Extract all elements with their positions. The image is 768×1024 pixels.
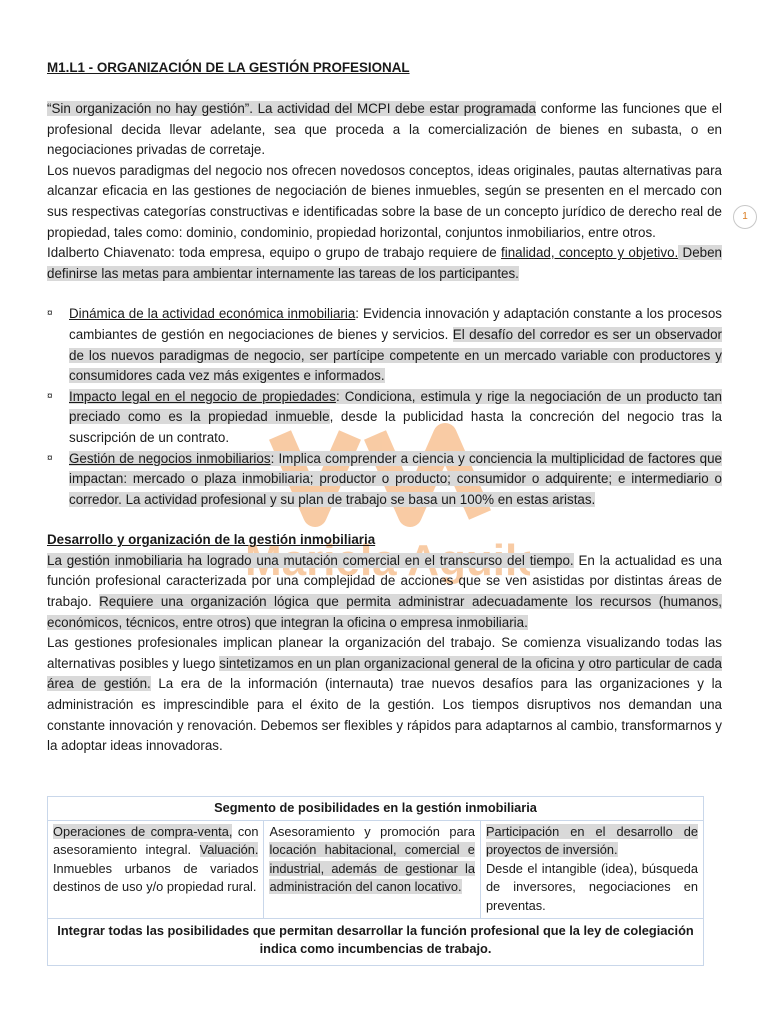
- bullet-list: [47, 304, 722, 510]
- table-cell-sales: [48, 820, 264, 918]
- table-row: [48, 820, 704, 918]
- bullet-mark: ¤: [47, 452, 53, 464]
- table-header: Segmento de posibilidades en la gestión inmobiliaria: [48, 797, 704, 821]
- cell-text: con asesoramiento integral.: [53, 823, 259, 858]
- cell-highlight: Participación en el desarrollo de proyectos de inversión.: [485, 823, 698, 858]
- section-highlight: La gestión inmobiliaria ha logrado una mutación comercial en el transcurso del tiempo.: [47, 552, 574, 568]
- section-highlight: Requiere una organización lógica que permita administrar adecuadamente los recursos (humanos, económicos, técnicos, entre otros) que integran la oficina o empresa inmobiliaria.: [47, 594, 723, 630]
- document-body: [47, 58, 722, 757]
- section-title: Desarrollo y organización de la gestión inmobiliaria: [47, 532, 376, 548]
- bullet-mark: ¤: [47, 308, 53, 320]
- bullet-highlight: : Condiciona, estimula y rige la negociación de un producto tan preciado como es la propiedad inmueble: [69, 388, 723, 425]
- document-title: M1.L1 - ORGANIZACIÓN DE LA GESTIÓN PROFESIONAL: [47, 60, 410, 75]
- bullet-highlight: : Implica comprender a ciencia y conciencia la multiplicidad de factores que impactan: mercado o plaza inmobiliaria; productor o producto; consumidor o adquirente; e intermediario o corredor. La actividad profesional y su plan de trabajo se basa un 100% en estas aristas.: [69, 450, 722, 507]
- bullet-term: Gestión de negocios inmobiliarios: [69, 450, 271, 466]
- section-highlight: sintetizamos en un plan organizacional general de la oficina y otro particular de cada área de gestión.: [47, 655, 722, 692]
- intro-quote-rest: conforme las funciones que el profesional decida llevar adelante, sea que proceda a la comercialización de bienes en subasta, o en negociaciones privadas de corretaje.: [47, 101, 722, 158]
- cell-highlight: locación habitacional, comercial e industrial, además de gestionar la administración del canon locativo.: [269, 842, 475, 895]
- table-cell-investment: [480, 820, 703, 918]
- chiavenato-goals: Deben definirse las metas para ambientar internamente las tareas de los participantes.: [47, 245, 722, 281]
- section-text: La era de la información (internauta) trae nuevos desafíos para las organizaciones y la administración es imprescindible para el éxito de la gestión. Los tiempos disruptivos nos demandan una constante innovación y renovación. Debemos ser flexibles y rápidos para adaptarnos al cambio, transformarnos y la adoptar ideas innovadoras.: [47, 676, 722, 754]
- section-text: En la actualidad es una función profesional caracterizada por una complejidad de acciones que se ven asistidas por distintas áreas de trabajo.: [47, 552, 723, 610]
- section-text: Las gestiones profesionales implican planear la organización del trabajo. Se comienza visualizando todas las alternativas posibles y luego: [47, 635, 722, 671]
- bullet-item: [47, 387, 722, 449]
- cell-text: Inmuebles urbanos de variados destinos de uso y/o propiedad rural.: [53, 860, 259, 895]
- page-number-badge: 1: [733, 205, 757, 229]
- cell-highlight: Operaciones de compra-venta,: [53, 823, 233, 839]
- bullet-highlight: El desafío del corredor es ser un observador de los nuevos paradigmas de negocio, ser partícipe competente en un mercado variable con productores y consumidores cada vez más exigentes e informados.: [69, 326, 722, 384]
- bullet-mark: ¤: [47, 390, 53, 402]
- chiavenato-underlined: finalidad, concepto y objetivo.: [501, 245, 679, 261]
- section-paragraph-1: [47, 551, 722, 633]
- paradigms-paragraph: Los nuevos paradigmas del negocio nos ofrecen novedosos conceptos, ideas originales, pautas alternativas para alcanzar eficacia en las gestiones de negociación de bienes inmuebles, según se presenten en el mercado con sus respectivas categorías constructivas e identificadas sobre la base de un concepto jurídico de derecho real de propiedad, tales como: dominio, condominio, propiedad horizontal, conjuntos inmobiliarios, entre otros.: [47, 162, 722, 240]
- bullet-text: : Evidencia innovación y adaptación constante a los procesos cambiantes de gestión en negociaciones de bienes y servicios.: [69, 306, 722, 342]
- possibilities-table: [47, 796, 704, 966]
- bullet-term: Dinámica de la actividad económica inmobiliaria: [69, 306, 356, 322]
- intro-paragraph: [47, 99, 722, 161]
- chiavenato-paragraph: [47, 243, 722, 284]
- table-footer: Integrar todas las posibilidades que permitan desarrollar la función profesional que la ley de colegiación indica como incumbencias de trabajo.: [48, 918, 704, 965]
- cell-text: Asesoramiento y promoción para: [269, 823, 475, 839]
- table-cell-rental: [264, 820, 480, 918]
- bullet-item: [47, 304, 722, 386]
- cell-highlight: Valuación.: [199, 842, 259, 858]
- section-paragraph-2: [47, 633, 722, 757]
- bullet-item: [47, 449, 722, 511]
- chiavenato-text: Idalberto Chiavenato: toda empresa, equipo o grupo de trabajo requiere de: [47, 245, 501, 261]
- intro-quote: “Sin organización no hay gestión”. La actividad del MCPI debe estar programada: [47, 101, 536, 116]
- cell-text: Desde el intangible (idea), búsqueda de inversores, negociaciones en preventas.: [485, 860, 698, 913]
- bullet-term: Impacto legal en el negocio de propiedades: [69, 388, 336, 404]
- bullet-text: , desde la publicidad hasta la concreción del negocio tras la suscripción de un contrato.: [69, 409, 722, 445]
